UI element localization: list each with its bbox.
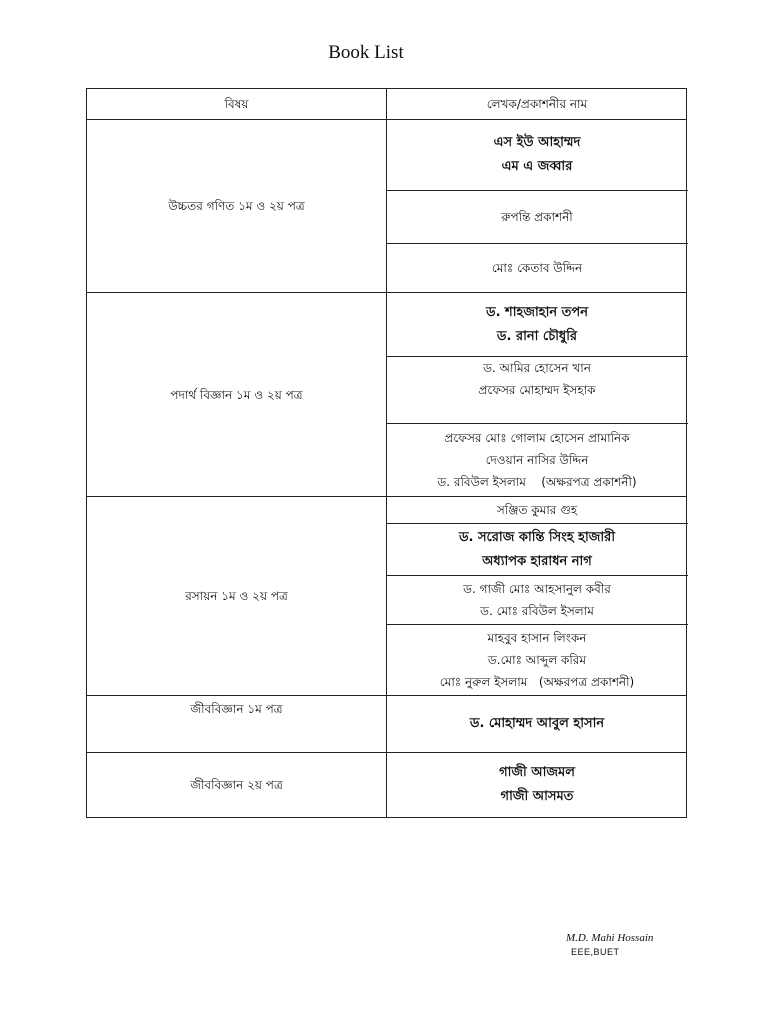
- author-cell: [387, 696, 687, 752]
- author-name: ড. সরোজ কান্তি সিংহ হাজারী: [458, 529, 616, 545]
- author-name: সঞ্জিত কুমার গুহ: [496, 503, 578, 517]
- author-cell: [387, 524, 687, 575]
- author-cell: [387, 191, 687, 243]
- author-name: ড. রবিউল ইসলাম (অক্ষরপত্র প্রকাশনী): [437, 475, 637, 489]
- author-name: ড. আমির হোসেন খান: [483, 361, 591, 375]
- signature-dept: EEE,BUET: [571, 947, 620, 957]
- author-name: ড.মোঃ আব্দুল করিম: [487, 653, 587, 667]
- subject-cell: পদার্থ বিজ্ঞান ১ম ও ২য় পত্র: [170, 387, 303, 402]
- author-cell: [387, 497, 687, 523]
- author-name: মোঃ কেতাব উদ্দিন: [491, 261, 583, 275]
- author-name: প্রফেসর মোঃ গোলাম হোসেন প্রামানিক: [444, 431, 630, 445]
- author-name: ড. মোঃ রবিউল ইসলাম: [480, 604, 594, 618]
- author-cell: [387, 753, 687, 817]
- author-name: ড. গাজী মোঃ আহসানুল কবীর: [463, 582, 611, 596]
- author-name: ড. মোহাম্মদ আবুল হাসান: [469, 716, 605, 731]
- author-cell: [387, 244, 687, 292]
- signature-name: M.D. Mahi Hossain: [566, 932, 654, 944]
- author-name: এম এ জব্বার: [501, 159, 573, 174]
- subject-cell: জীববিজ্ঞান ১ম পত্র: [190, 702, 283, 716]
- page-title: Book List: [328, 42, 404, 63]
- header-subject: বিষয়: [224, 97, 249, 111]
- author-name: দেওয়ান নাসির উদ্দিন: [485, 453, 589, 467]
- author-name: রুপন্তি প্রকাশনী: [501, 210, 573, 224]
- author-name: ড. রানা চৌধুরি: [496, 328, 578, 344]
- author-name: মাহবুব হাসান লিংকন: [487, 631, 587, 645]
- author-name: ড. শাহজাহান তপন: [486, 304, 588, 320]
- author-cell: [387, 424, 687, 496]
- author-name: মোঃ নুরুল ইসলাম (অক্ষরপত্র প্রকাশনী): [439, 675, 635, 689]
- header-author: লেখক/প্রকাশনীর নাম: [486, 97, 588, 111]
- author-cell: [387, 625, 687, 695]
- subject-cell: উচ্চতর গণিত ১ম ও ২য় পত্র: [168, 199, 305, 213]
- book-list-table: [86, 88, 687, 818]
- subject-cell: রসায়ন ১ম ও ২য় পত্র: [185, 589, 288, 603]
- author-name: প্রফেসর মোহাম্মদ ইসহাক: [478, 383, 596, 397]
- subject-cell: জীববিজ্ঞান ২য় পত্র: [190, 778, 283, 792]
- author-cell: [387, 120, 687, 190]
- author-cell: [387, 293, 687, 356]
- author-name: গাজী আজমল: [499, 765, 575, 780]
- author-cell: [387, 576, 687, 624]
- author-cell: [387, 357, 687, 423]
- author-name: গাজী আসমত: [500, 789, 574, 804]
- author-name: এস ইউ আহাম্মদ: [493, 135, 581, 150]
- author-name: অধ্যাপক হারাধন নাগ: [482, 553, 592, 569]
